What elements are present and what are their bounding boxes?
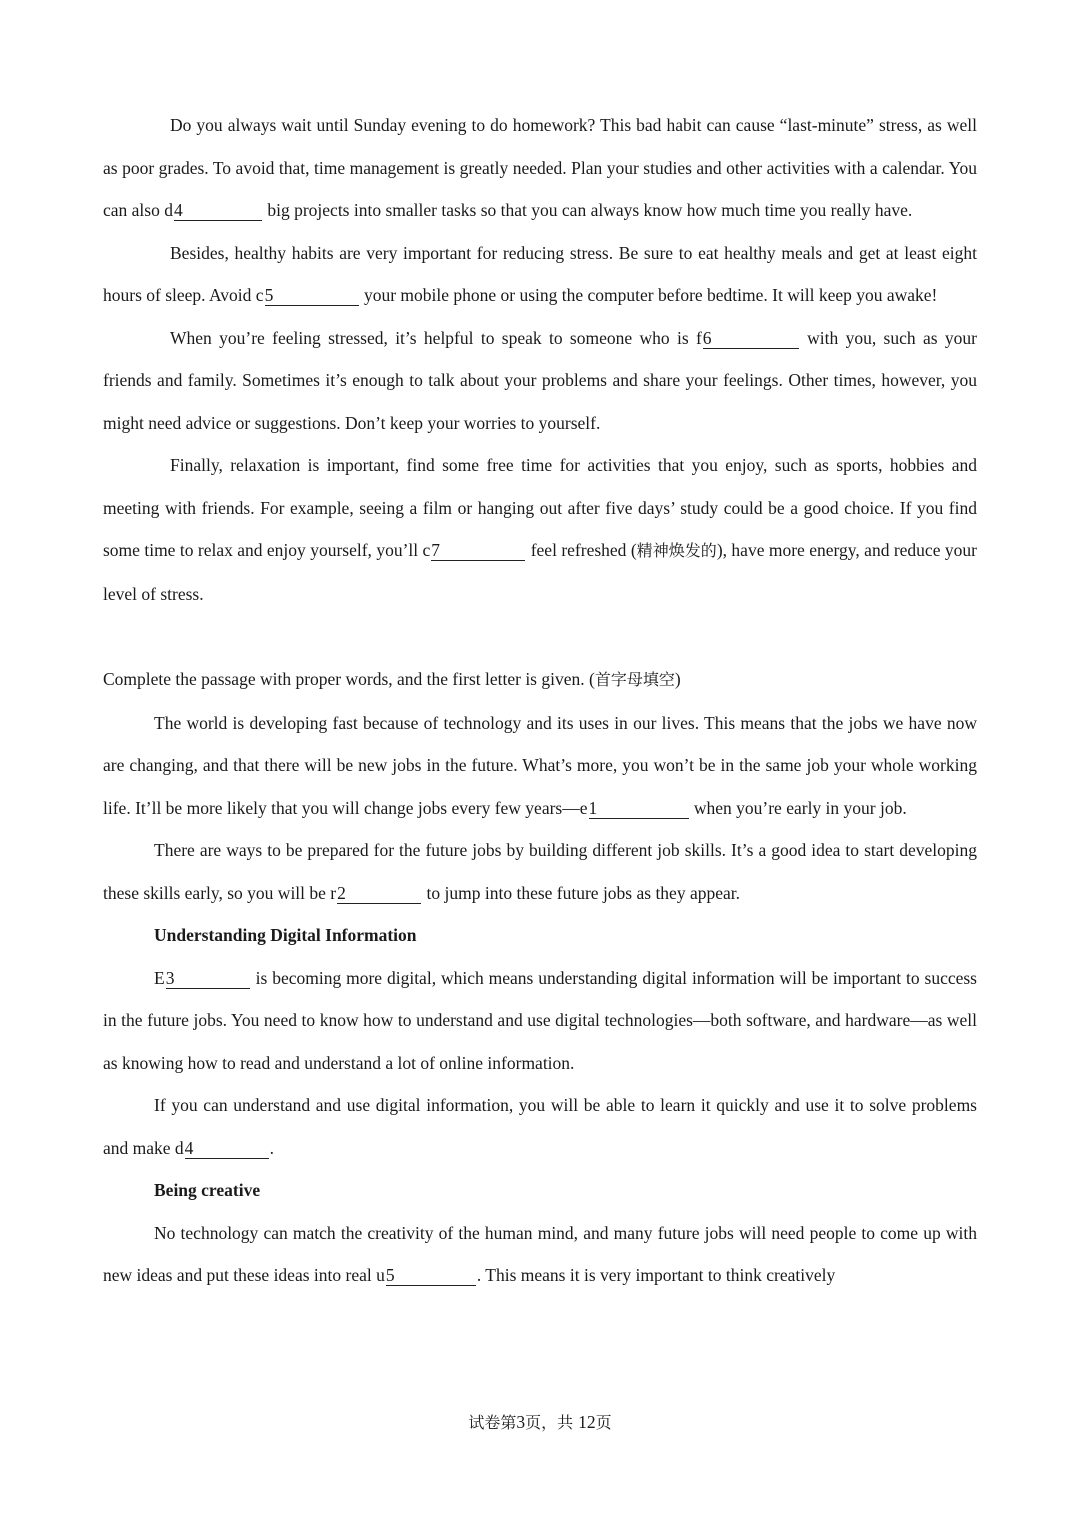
blank-5b: 5 — [386, 1265, 476, 1286]
passage2-instruction — [103, 658, 977, 702]
passage2-paragraph-5 — [103, 1212, 977, 1297]
blank-7: 7 — [431, 540, 525, 561]
passage2-p5-text-1: No technology can match the creativity of the human mind, and many future jobs will need people to come up with new ideas and put these ideas into real u — [103, 1222, 977, 1285]
section-gap — [103, 615, 977, 658]
blank-4b: 4 — [185, 1138, 269, 1159]
exam-page — [103, 104, 977, 1297]
footer-total-pages: 12 — [578, 1412, 596, 1432]
passage1-p3-text-2: with you, such as your friends and family. Sometimes it’s enough to talk about your problems and share your feelings. Other times, however, you might need advice or suggestions. Don’t keep your worries to yourself. — [103, 327, 977, 433]
blank-4: 4 — [174, 200, 262, 221]
blank-6: 6 — [703, 328, 799, 349]
passage1-p4-text-3: ), have more energy, and reduce your level of stress. — [103, 540, 977, 604]
blank-1: 1 — [589, 798, 689, 819]
passage1-paragraph-2 — [103, 232, 977, 317]
blank-2: 2 — [337, 883, 421, 904]
instruction-text: Complete the passage with proper words, and the first letter is given. ( — [103, 669, 595, 689]
passage2-p3-text-2: is becoming more digital, which means understanding digital information will be important to success in the future jobs. You need to know how to understand and use digital technologies—both software, and hardware—as well as knowing how to read and understand a lot of online information. — [103, 967, 977, 1073]
passage2-paragraph-1 — [103, 702, 977, 830]
passage2-paragraph-2 — [103, 829, 977, 914]
passage1-p4-text-2: feel refreshed ( — [526, 540, 637, 560]
passage1-paragraph-1 — [103, 104, 977, 232]
passage2-p4-text-1: If you can understand and use digital information, you will be able to learn it quickly and use it to solve problems and make d — [103, 1095, 977, 1158]
passage1-p1-text-2: big projects into smaller tasks so that you can always know how much time you really have. — [262, 200, 913, 220]
passage1-p2-text-2: your mobile phone or using the computer before bedtime. It will keep you awake! — [359, 285, 938, 305]
passage1-paragraph-3 — [103, 317, 977, 445]
passage1-paragraph-4 — [103, 444, 977, 615]
passage2-paragraph-3 — [103, 957, 977, 1085]
passage2-p2-text-2: to jump into these future jobs as they appear. — [422, 882, 740, 903]
footer-cn-c: 页 — [595, 1413, 612, 1432]
passage2-paragraph-4 — [103, 1084, 977, 1169]
passage1-p4-chinese-gloss: 精神焕发的 — [636, 541, 717, 560]
passage1-p4-text-1: Finally, relaxation is important, find some free time for activities that you enjoy, such as sports, hobbies and meeting with friends. For example, seeing a film or hanging out after five days’ study could be a good choice. If you find some time to relax and enjoy yourself, you’ll c — [103, 455, 977, 560]
passage2-p5-text-2: . This means it is very important to think creatively — [476, 1265, 836, 1285]
blank-5: 5 — [265, 285, 359, 306]
instruction-end: ) — [674, 669, 681, 689]
footer-cn-b: 页，共 — [525, 1413, 579, 1432]
passage2-p3-text-1: E — [154, 967, 165, 988]
instruction-chinese: 首字母填空 — [594, 670, 675, 689]
passage1-p3-text-1: When you’re feeling stressed, it’s helpful to speak to someone who is f — [170, 327, 702, 348]
footer-page-number: 3 — [516, 1412, 526, 1432]
passage1-p1-text-1: Do you always wait until Sunday evening to do homework? This bad habit can cause “last-minute” stress, as well as poor grades. To avoid that, time management is greatly needed. Plan your studies and other activities with a calendar. You can also d — [103, 115, 977, 220]
passage2-p4-text-2: . — [269, 1137, 275, 1158]
passage1-p2-text-1: Besides, healthy habits are very important for reducing stress. Be sure to eat healthy meals and get at least eight hours of sleep. Avoid c — [103, 242, 977, 305]
blank-3: 3 — [166, 968, 250, 989]
page-footer — [0, 1408, 1080, 1437]
passage2-p1-text-2: when you’re early in your job. — [689, 797, 907, 818]
section-heading-creative: Being creative — [154, 1180, 261, 1200]
footer-cn-a: 试卷第 — [468, 1413, 517, 1432]
section-heading-digital: Understanding Digital Information — [154, 925, 417, 945]
passage2-p2-text-1: There are ways to be prepared for the future jobs by building different job skills. It’s a good idea to start developing these skills early, so you will be r — [103, 840, 977, 903]
passage2-p1-text-1: The world is developing fast because of technology and its uses in our lives. This means that the jobs we have now are changing, and that there will be new jobs in the future. What’s more, you won’t be in the same job your whole working life. It’ll be more likely that you will change jobs every few years—e — [103, 712, 977, 818]
